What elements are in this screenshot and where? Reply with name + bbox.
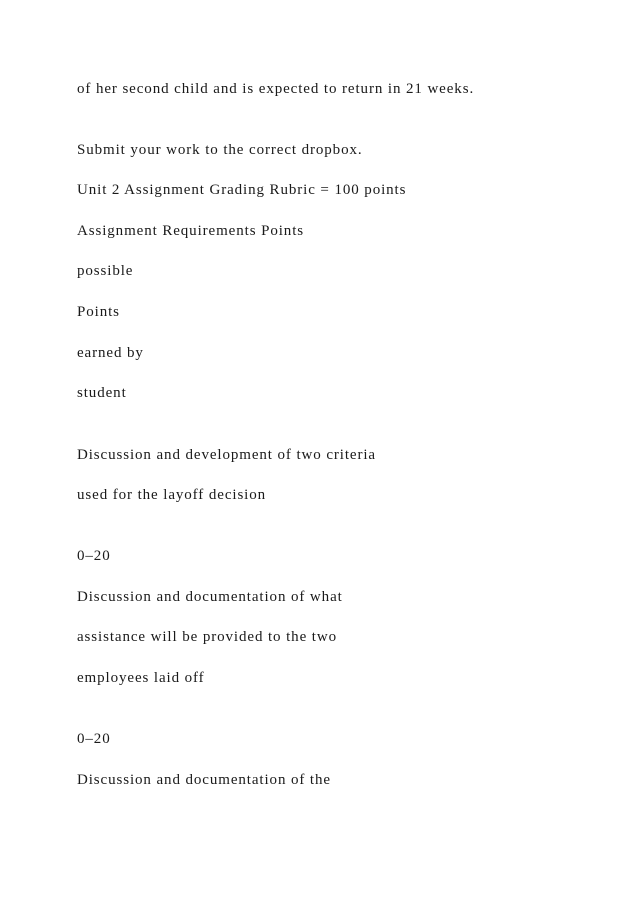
text-line: 0–20 xyxy=(77,548,111,564)
text-line: earned by xyxy=(77,345,144,361)
text-line: student xyxy=(77,385,127,401)
text-line: used for the layoff decision xyxy=(77,487,267,503)
text-line: assistance will be provided to the two xyxy=(77,629,337,645)
text-line: Discussion and documentation of what xyxy=(77,589,343,605)
text-line: Points xyxy=(77,304,120,320)
text-line: employees laid off xyxy=(77,670,205,686)
text-line: Submit your work to the correct dropbox. xyxy=(77,142,363,158)
text-line: Discussion and development of two criteria xyxy=(77,447,376,463)
text-line: 0–20 xyxy=(77,731,111,747)
text-line: Discussion and documentation of the xyxy=(77,772,331,788)
text-line: Unit 2 Assignment Grading Rubric = 100 points xyxy=(77,182,407,198)
text-line: possible xyxy=(77,263,134,279)
text-line: of her second child and is expected to return in 21 weeks. xyxy=(77,81,475,97)
text-line: Assignment Requirements Points xyxy=(77,223,304,239)
